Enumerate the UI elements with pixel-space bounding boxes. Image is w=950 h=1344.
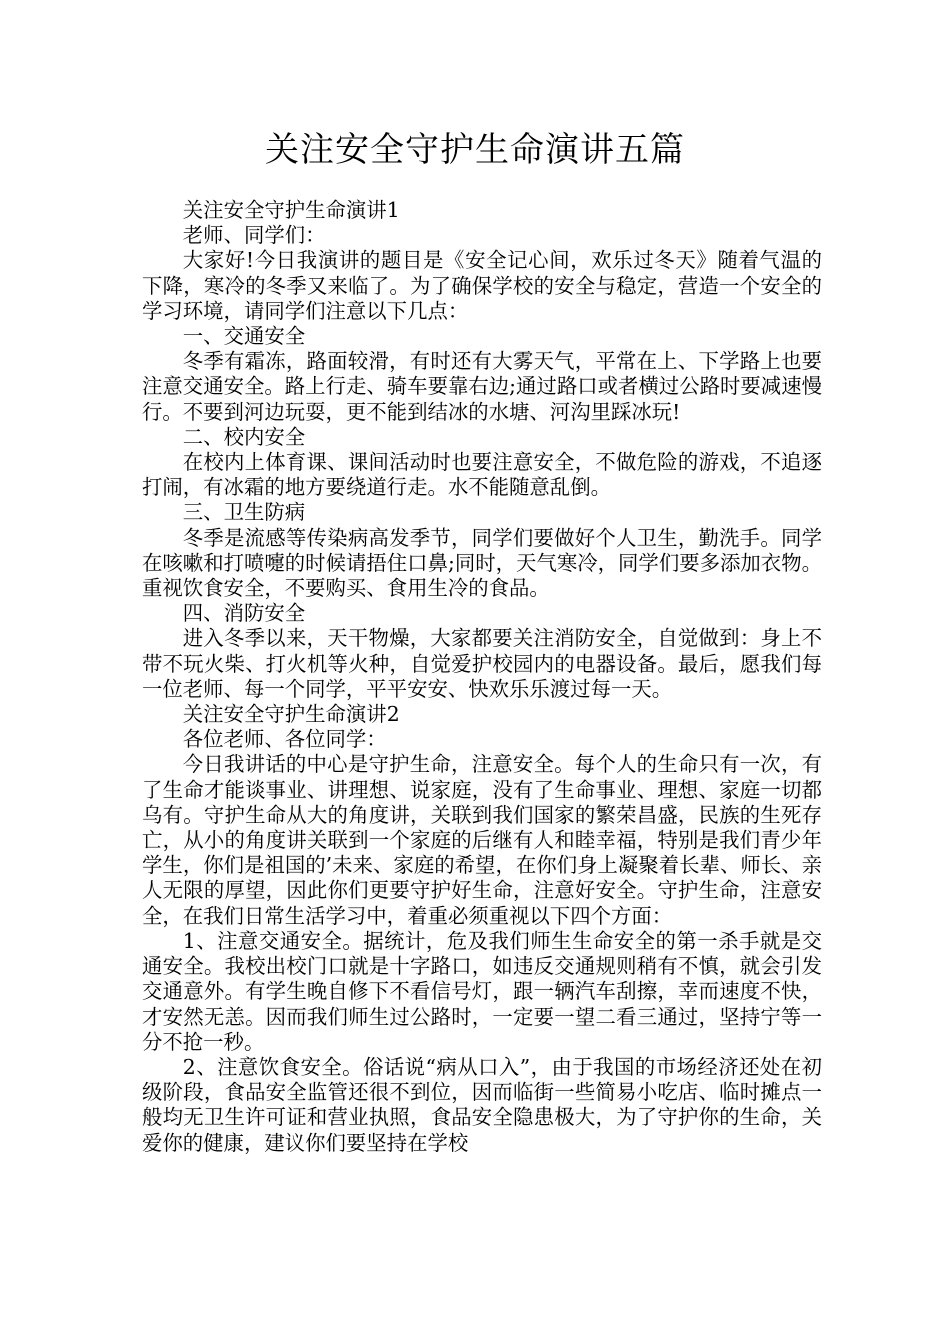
- paragraph-section-traffic: 一、交通安全: [182, 324, 306, 349]
- paragraph-speech-2-heading: 关注安全守护生命演讲2: [182, 702, 400, 727]
- paragraph-section-fire: 四、消防安全: [182, 601, 306, 626]
- paragraph-section-campus: 二、校内安全: [182, 424, 306, 449]
- paragraph-traffic-body: 冬季有霜冻，路面较滑，有时还有大雾天气，平常在上、下学路上也要注意交通安全。路上行走、骑车要靠右边;通过路口或者横过公路时要减速慢行。不要到河边玩耍，更不能到结冰的水塘、河沟里踩冰玩!: [142, 349, 822, 424]
- paragraph-section-health: 三、卫生防病: [182, 500, 306, 525]
- paragraph-speech-1-heading: 关注安全守护生命演讲1: [182, 198, 400, 222]
- document-title: 关注安全守护生命演讲五篇: [265, 130, 685, 170]
- paragraph-point-1: 1、注意交通安全。据统计，危及我们师生生命安全的第一杀手就是交通安全。我校出校门口就是十字路口，如违反交通规则稍有不慎，就会引发交通意外。有学生晚自修下不看信号灯，跟一辆汽车刮擦，幸而速度不快，才安然无恙。因而我们师生过公路时，一定要一望二看三通过，坚持宁等一分不抢一秒。: [142, 928, 822, 1054]
- paragraph-fire-body: 进入冬季以来，天干物燥，大家都要关注消防安全，自觉做到：身上不带不玩火柴、打火机等火种，自觉爱护校园内的电器设备。最后，愿我们每一位老师、每一个同学，平平安安、快欢乐乐渡过每一天。: [142, 626, 822, 701]
- paragraph-health-body: 冬季是流感等传染病高发季节，同学们要做好个人卫生，勤洗手。同学在咳嗽和打喷嚏的时候请捂住口鼻;同时，天气寒冷，同学们要多添加衣物。重视饮食安全，不要购买、食用生冷的食品。: [142, 525, 822, 601]
- document-body: [142, 198, 822, 1156]
- paragraph-salutation-2: 各位老师、各位同学：: [182, 727, 387, 752]
- paragraph-intro-2: 今日我讲话的中心是守护生命，注意安全。每个人的生命只有一次，有了生命才能谈事业、讲理想、说家庭，没有了生命事业、理想、家庭一切都乌有。守护生命从大的角度讲，关联到我们国家的繁荣昌盛，民族的生死存亡，从小的角度讲关联到一个家庭的后继有人和睦幸福，特别是我们青少年学生，你们是祖国的’未来、家庭的希望，在你们身上凝聚着长辈、师长、亲人无限的厚望，因此你们更要守护好生命，注意好安全。守护生命，注意安全，在我们日常生活学习中，着重必须重视以下四个方面：: [142, 752, 822, 928]
- paragraph-intro-1: 大家好!今日我演讲的题目是《安全记心间，欢乐过冬天》随着气温的下降，寒冷的冬季又来临了。为了确保学校的安全与稳定，营造一个安全的学习环境，请同学们注意以下几点：: [142, 248, 822, 323]
- paragraph-point-2: 2、注意饮食安全。俗话说“病从口入”，由于我国的市场经济还处在初级阶段，食品安全监管还很不到位，因而临街一些简易小吃店、临时摊点一般均无卫生许可证和营业执照，食品安全隐患极大，为了守护你的生命，关爱你的健康，建议你们要坚持在学校: [142, 1054, 822, 1155]
- paragraph-salutation-1: 老师、同学们：: [182, 223, 326, 248]
- paragraph-campus-body: 在校内上体育课、课间活动时也要注意安全，不做危险的游戏，不追逐打闹，有冰霜的地方要绕道行走。水不能随意乱倒。: [142, 450, 822, 500]
